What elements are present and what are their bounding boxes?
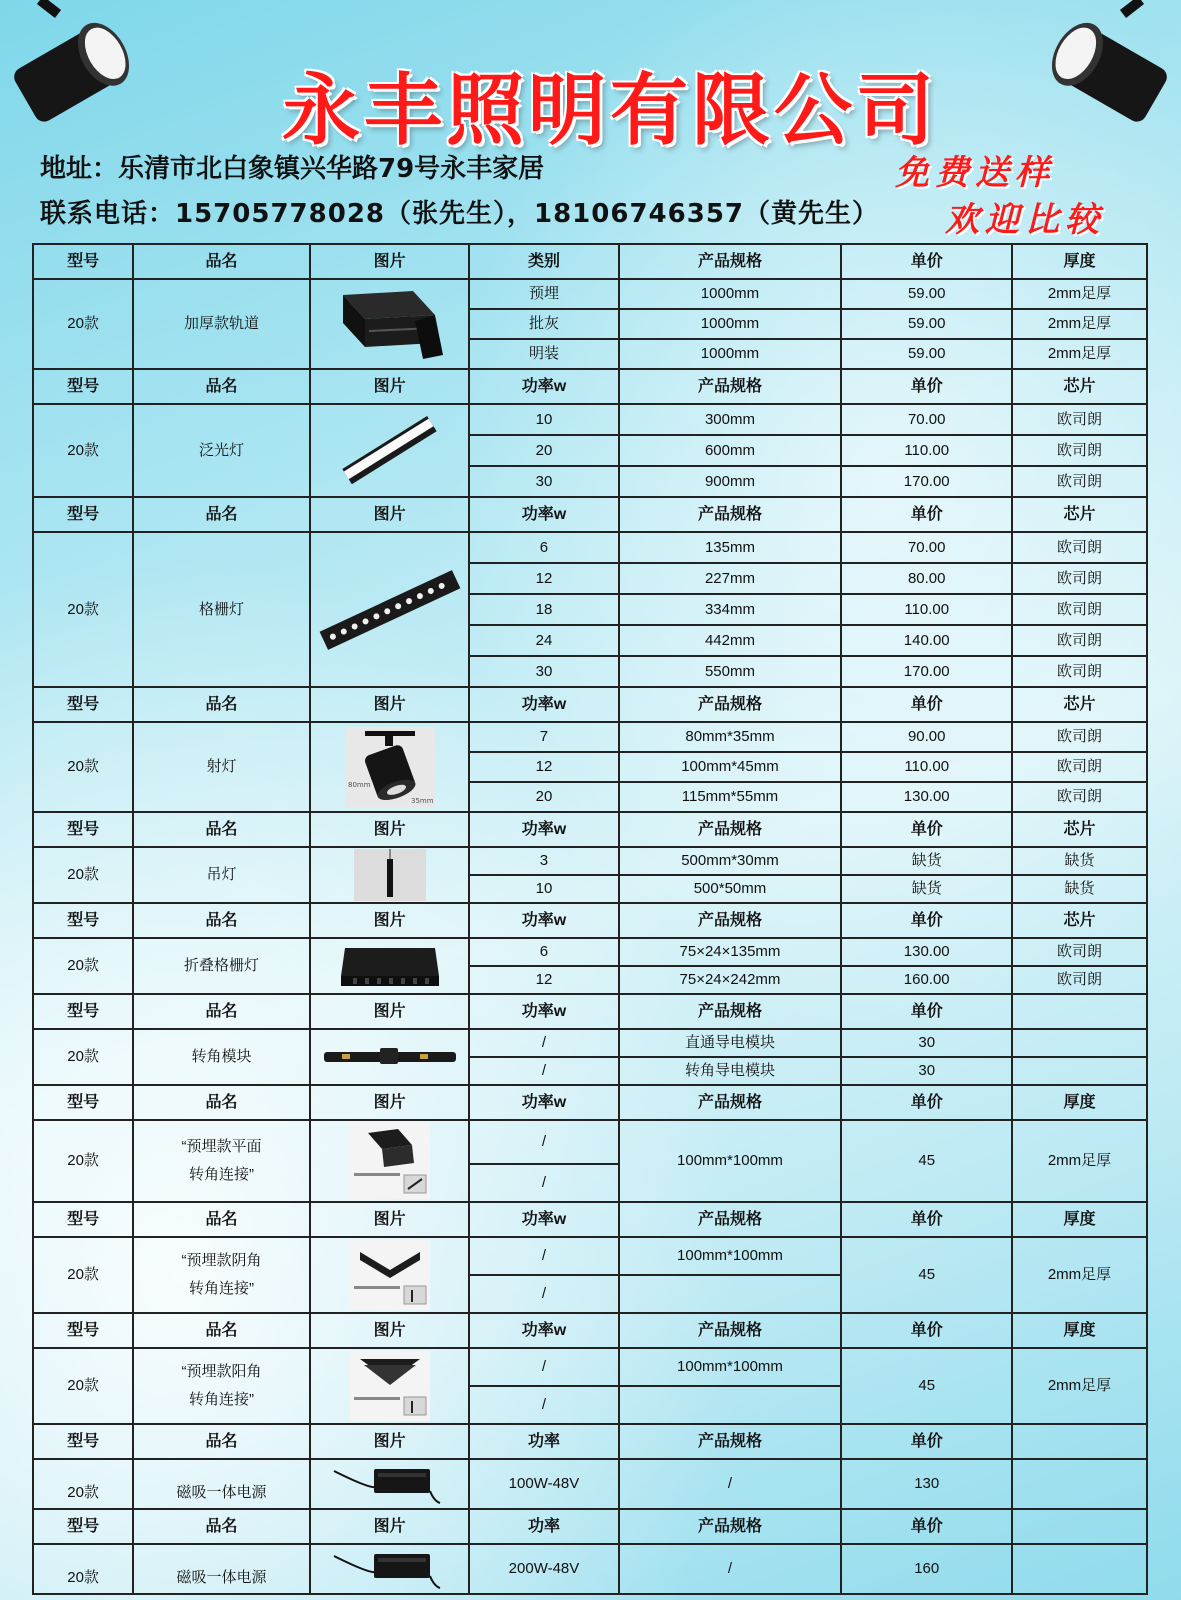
product-image-cell <box>310 1459 469 1509</box>
table-row <box>33 1237 1147 1275</box>
price-cell: 59.00 <box>841 279 1012 309</box>
power-cell: 30 <box>469 466 618 497</box>
header-cell: 产品规格 <box>619 903 842 938</box>
product-name-cell: 射灯 <box>133 722 310 812</box>
spec-cell-empty <box>619 1386 842 1424</box>
product-image-cell <box>310 1120 469 1202</box>
header-cell: 功率 <box>469 1424 618 1459</box>
price-cell: 45 <box>841 1348 1012 1424</box>
spec-cell: 75×24×135mm <box>619 938 842 966</box>
header-cell: 单价 <box>841 497 1012 532</box>
model-cell: 20款 <box>33 1459 133 1509</box>
chip-cell: 欧司朗 <box>1012 966 1147 994</box>
chip-cell: 欧司朗 <box>1012 656 1147 687</box>
power-cell: 24 <box>469 625 618 656</box>
chip-cell: 欧司朗 <box>1012 722 1147 752</box>
header-cell: 品名 <box>133 369 310 404</box>
header-cell: 型号 <box>33 369 133 404</box>
spec-cell: 1000mm <box>619 339 842 369</box>
spotlight-icon <box>345 727 435 807</box>
section-header-row <box>33 994 1147 1029</box>
spec-cell: 直通导电模块 <box>619 1029 842 1057</box>
flat-corner-connector-icon <box>350 1123 430 1199</box>
spec-cell-empty <box>619 1275 842 1313</box>
product-image-cell <box>310 938 469 994</box>
price-cell: 59.00 <box>841 339 1012 369</box>
spec-cell: 900mm <box>619 466 842 497</box>
spec-cell: 500*50mm <box>619 875 842 903</box>
model-cell: 20款 <box>33 847 133 903</box>
price-table <box>32 243 1148 1595</box>
header-cell: 产品规格 <box>619 369 842 404</box>
price-cell: 110.00 <box>841 594 1012 625</box>
header-cell: 图片 <box>310 687 469 722</box>
product-name-line: 转角连接” <box>189 1166 255 1183</box>
header-cell: 型号 <box>33 1424 133 1459</box>
category-cell: 明装 <box>469 339 618 369</box>
header-cell: 图片 <box>310 1313 469 1348</box>
section-header-row <box>33 497 1147 532</box>
header-cell: 品名 <box>133 244 310 279</box>
chip-cell: 欧司朗 <box>1012 435 1147 466</box>
section-header-row <box>33 1202 1147 1237</box>
header-cell: 单价 <box>841 1313 1012 1348</box>
header-cell: 功率w <box>469 369 618 404</box>
price-cell: 30 <box>841 1029 1012 1057</box>
product-image-cell <box>310 847 469 903</box>
header-cell: 产品规格 <box>619 687 842 722</box>
table-row <box>33 1459 1147 1509</box>
header-cell: 单价 <box>841 244 1012 279</box>
grille-light-icon <box>315 555 465 665</box>
product-name-cell <box>133 1348 310 1424</box>
price-cell: 130.00 <box>841 938 1012 966</box>
spec-cell: 135mm <box>619 532 842 563</box>
header-cell: 图片 <box>310 369 469 404</box>
chip-cell: 欧司朗 <box>1012 404 1147 435</box>
power-cell: / <box>469 1275 618 1313</box>
header-cell: 厚度 <box>1012 1313 1147 1348</box>
product-name-line: 转角连接” <box>189 1391 255 1408</box>
product-name-cell: 折叠格栅灯 <box>133 938 310 994</box>
product-name-cell <box>133 1120 310 1202</box>
model-cell: 20款 <box>33 1029 133 1085</box>
table-row <box>33 279 1147 309</box>
power-cell: / <box>469 1029 618 1057</box>
product-image-cell <box>310 1029 469 1085</box>
header-cell: 单价 <box>841 687 1012 722</box>
table-row <box>33 847 1147 875</box>
spec-cell: 100mm*100mm <box>619 1237 842 1275</box>
header-cell: 品名 <box>133 1085 310 1120</box>
spec-cell: 227mm <box>619 563 842 594</box>
header-cell: 品名 <box>133 1313 310 1348</box>
power-cell: 18 <box>469 594 618 625</box>
folding-grille-light-icon <box>335 940 445 992</box>
header-cell: 芯片 <box>1012 497 1147 532</box>
product-name-line: “预埋款阴角 <box>181 1252 262 1269</box>
section-header-row <box>33 369 1147 404</box>
header-cell: 芯片 <box>1012 369 1147 404</box>
product-name-line: 转角连接” <box>189 1280 255 1297</box>
model-cell: 20款 <box>33 1544 133 1594</box>
power-cell: / <box>469 1386 618 1424</box>
header-cell: 功率w <box>469 994 618 1029</box>
power-cell: 7 <box>469 722 618 752</box>
header-cell: 单价 <box>841 1085 1012 1120</box>
table-row <box>33 532 1147 563</box>
table-row <box>33 404 1147 435</box>
product-name-cell <box>133 1237 310 1313</box>
product-image-cell <box>310 279 469 369</box>
price-cell: 170.00 <box>841 466 1012 497</box>
chip-cell: 缺货 <box>1012 847 1147 875</box>
product-name-line: “预埋款阳角 <box>181 1363 262 1380</box>
header-cell: 功率w <box>469 812 618 847</box>
table-row <box>33 722 1147 752</box>
header-cell: 单价 <box>841 1509 1012 1544</box>
thickness-cell: 2mm足厚 <box>1012 1120 1147 1202</box>
image-label: 80mm <box>347 781 371 789</box>
chip-cell: 欧司朗 <box>1012 752 1147 782</box>
header-cell: 图片 <box>310 497 469 532</box>
spec-cell: 500mm*30mm <box>619 847 842 875</box>
product-name-cell: 加厚款轨道 <box>133 279 310 369</box>
power-cell: 12 <box>469 752 618 782</box>
section-header-row <box>33 812 1147 847</box>
header-cell: 产品规格 <box>619 1085 842 1120</box>
header-cell: 品名 <box>133 687 310 722</box>
empty-cell <box>1012 1459 1147 1509</box>
header-cell: 品名 <box>133 497 310 532</box>
header-cell: 型号 <box>33 812 133 847</box>
header-cell: 功率w <box>469 903 618 938</box>
header-cell: 品名 <box>133 1424 310 1459</box>
phone-text: 联系电话：15705778028（张先生），18106746357（黄先生） <box>40 199 879 229</box>
header-cell: 产品规格 <box>619 1509 842 1544</box>
thickness-cell: 2mm足厚 <box>1012 1237 1147 1313</box>
price-cell: 70.00 <box>841 404 1012 435</box>
price-cell: 170.00 <box>841 656 1012 687</box>
header-cell <box>1012 994 1147 1029</box>
power-cell: 30 <box>469 656 618 687</box>
header-cell: 品名 <box>133 1202 310 1237</box>
price-cell: 缺货 <box>841 847 1012 875</box>
spec-cell: 转角导电模块 <box>619 1057 842 1085</box>
header-cell: 厚度 <box>1012 244 1147 279</box>
header-cell: 图片 <box>310 1509 469 1544</box>
section-header-row <box>33 687 1147 722</box>
product-image-cell <box>310 1237 469 1313</box>
power-cell: 3 <box>469 847 618 875</box>
header-cell: 功率w <box>469 687 618 722</box>
product-image-cell <box>310 1348 469 1424</box>
track-rail-icon <box>335 285 445 363</box>
product-name-line: “预埋款平面 <box>181 1138 262 1155</box>
section-header-row <box>33 1424 1147 1459</box>
section-header-row <box>33 903 1147 938</box>
slogan-welcome-compare: 欢迎比较 <box>945 200 1105 240</box>
price-cell: 80.00 <box>841 563 1012 594</box>
model-cell: 20款 <box>33 1120 133 1202</box>
product-image-cell <box>310 532 469 687</box>
empty-cell <box>1012 1029 1147 1057</box>
header-cell: 产品规格 <box>619 1313 842 1348</box>
power-cell: / <box>469 1237 618 1275</box>
header-cell: 型号 <box>33 903 133 938</box>
spec-cell: 600mm <box>619 435 842 466</box>
spec-cell: 550mm <box>619 656 842 687</box>
power-cell: / <box>469 1164 618 1202</box>
power-supply-icon <box>330 1546 450 1592</box>
chip-cell: 欧司朗 <box>1012 782 1147 812</box>
price-cell: 59.00 <box>841 309 1012 339</box>
header-cell: 功率w <box>469 1202 618 1237</box>
price-cell: 130 <box>841 1459 1012 1509</box>
corner-module-icon <box>320 1042 460 1072</box>
chip-cell: 欧司朗 <box>1012 532 1147 563</box>
chip-cell: 欧司朗 <box>1012 563 1147 594</box>
product-image-cell <box>310 404 469 497</box>
header-cell: 型号 <box>33 497 133 532</box>
section-header-row <box>33 1509 1147 1544</box>
image-label: 35mm <box>410 797 434 805</box>
spec-cell: / <box>619 1459 842 1509</box>
header-cell: 芯片 <box>1012 687 1147 722</box>
header-cell: 型号 <box>33 994 133 1029</box>
address-text: 地址：乐清市北白象镇兴华路79号永丰家居 <box>40 154 545 184</box>
product-name-cell: 吊灯 <box>133 847 310 903</box>
power-cell: / <box>469 1348 618 1386</box>
header-cell: 型号 <box>33 1509 133 1544</box>
header-cell: 产品规格 <box>619 1424 842 1459</box>
table-row <box>33 1120 1147 1164</box>
product-name-cell: 泛光灯 <box>133 404 310 497</box>
header-cell: 图片 <box>310 1424 469 1459</box>
product-name-cell: 转角模块 <box>133 1029 310 1085</box>
power-cell: / <box>469 1057 618 1085</box>
section-header-row <box>33 1085 1147 1120</box>
pendant-light-icon <box>354 849 426 901</box>
header-cell: 产品规格 <box>619 812 842 847</box>
spec-cell: 75×24×242mm <box>619 966 842 994</box>
header-cell: 功率w <box>469 1313 618 1348</box>
power-cell: / <box>469 1120 618 1164</box>
empty-cell <box>1012 1057 1147 1085</box>
header-cell <box>1012 1509 1147 1544</box>
header-cell: 品名 <box>133 1509 310 1544</box>
power-cell: 12 <box>469 563 618 594</box>
model-cell: 20款 <box>33 1237 133 1313</box>
header-cell: 功率 <box>469 1509 618 1544</box>
header-cell: 芯片 <box>1012 903 1147 938</box>
model-cell: 20款 <box>33 532 133 687</box>
header-cell: 型号 <box>33 1085 133 1120</box>
header-cell: 功率w <box>469 1085 618 1120</box>
price-cell: 45 <box>841 1237 1012 1313</box>
power-supply-icon <box>330 1461 450 1507</box>
header-cell <box>1012 1424 1147 1459</box>
power-cell: 6 <box>469 532 618 563</box>
price-cell: 110.00 <box>841 752 1012 782</box>
price-cell: 160.00 <box>841 966 1012 994</box>
header-cell: 图片 <box>310 994 469 1029</box>
model-cell: 20款 <box>33 938 133 994</box>
slogan-free-sample: 免费送样 <box>895 153 1055 193</box>
company-name: 永丰照明有限公司 <box>281 65 938 156</box>
header-cell: 型号 <box>33 1202 133 1237</box>
table-row <box>33 1029 1147 1057</box>
thickness-cell: 2mm足厚 <box>1012 309 1147 339</box>
chip-cell: 缺货 <box>1012 875 1147 903</box>
stage-spotlight-icon <box>0 0 150 130</box>
power-cell: 6 <box>469 938 618 966</box>
product-image-cell <box>310 1544 469 1594</box>
spec-cell: / <box>619 1544 842 1594</box>
header-cell: 图片 <box>310 1085 469 1120</box>
product-name-cell: 格栅灯 <box>133 532 310 687</box>
price-cell: 30 <box>841 1057 1012 1085</box>
spec-cell: 100mm*100mm <box>619 1120 842 1202</box>
header-cell: 芯片 <box>1012 812 1147 847</box>
thickness-cell: 2mm足厚 <box>1012 1348 1147 1424</box>
header-cell: 图片 <box>310 903 469 938</box>
spec-cell: 1000mm <box>619 279 842 309</box>
header-cell: 产品规格 <box>619 994 842 1029</box>
section-header-row <box>33 244 1147 279</box>
header-cell: 图片 <box>310 1202 469 1237</box>
header-cell: 产品规格 <box>619 1202 842 1237</box>
product-name-cell: 磁吸一体电源 <box>133 1544 310 1594</box>
chip-cell: 欧司朗 <box>1012 466 1147 497</box>
price-cell: 45 <box>841 1120 1012 1202</box>
model-cell: 20款 <box>33 279 133 369</box>
chip-cell: 欧司朗 <box>1012 594 1147 625</box>
table-row <box>33 1544 1147 1594</box>
model-cell: 20款 <box>33 1348 133 1424</box>
chip-cell: 欧司朗 <box>1012 938 1147 966</box>
category-cell: 批灰 <box>469 309 618 339</box>
stage-spotlight-icon <box>1031 0 1181 130</box>
price-cell: 90.00 <box>841 722 1012 752</box>
spec-cell: 334mm <box>619 594 842 625</box>
spec-cell: 300mm <box>619 404 842 435</box>
spec-cell: 100mm*100mm <box>619 1348 842 1386</box>
power-cell: 12 <box>469 966 618 994</box>
empty-cell <box>1012 1544 1147 1594</box>
power-cell: 20 <box>469 435 618 466</box>
price-cell: 160 <box>841 1544 1012 1594</box>
header-cell: 品名 <box>133 812 310 847</box>
table-row <box>33 938 1147 966</box>
header-cell: 单价 <box>841 994 1012 1029</box>
header-cell: 单价 <box>841 903 1012 938</box>
header-cell: 单价 <box>841 812 1012 847</box>
section-header-row <box>33 1313 1147 1348</box>
spec-cell: 100mm*45mm <box>619 752 842 782</box>
header-cell: 产品规格 <box>619 497 842 532</box>
table-row <box>33 1348 1147 1386</box>
thickness-cell: 2mm足厚 <box>1012 279 1147 309</box>
header-cell: 品名 <box>133 903 310 938</box>
header-cell: 类别 <box>469 244 618 279</box>
power-cell: 20 <box>469 782 618 812</box>
header-cell: 单价 <box>841 1424 1012 1459</box>
power-cell: 10 <box>469 875 618 903</box>
header-cell: 功率w <box>469 497 618 532</box>
model-cell: 20款 <box>33 722 133 812</box>
price-cell: 缺货 <box>841 875 1012 903</box>
header-cell: 型号 <box>33 1313 133 1348</box>
category-cell: 预埋 <box>469 279 618 309</box>
header-cell: 单价 <box>841 369 1012 404</box>
flood-light-icon <box>335 411 445 491</box>
header-cell: 图片 <box>310 812 469 847</box>
product-image-cell <box>310 722 469 812</box>
price-cell: 70.00 <box>841 532 1012 563</box>
outer-corner-connector-icon <box>350 1351 430 1421</box>
power-cell: 100W-48V <box>469 1459 618 1509</box>
spec-cell: 442mm <box>619 625 842 656</box>
spec-cell: 80mm*35mm <box>619 722 842 752</box>
header-cell: 厚度 <box>1012 1202 1147 1237</box>
inner-corner-connector-icon <box>350 1240 430 1310</box>
header-cell: 产品规格 <box>619 244 842 279</box>
power-cell: 200W-48V <box>469 1544 618 1594</box>
header-cell: 厚度 <box>1012 1085 1147 1120</box>
price-cell: 130.00 <box>841 782 1012 812</box>
spec-cell: 115mm*55mm <box>619 782 842 812</box>
power-cell: 10 <box>469 404 618 435</box>
header-cell: 型号 <box>33 244 133 279</box>
thickness-cell: 2mm足厚 <box>1012 339 1147 369</box>
price-cell: 110.00 <box>841 435 1012 466</box>
header-cell: 品名 <box>133 994 310 1029</box>
spec-cell: 1000mm <box>619 309 842 339</box>
header-cell: 单价 <box>841 1202 1012 1237</box>
header-cell: 型号 <box>33 687 133 722</box>
price-cell: 140.00 <box>841 625 1012 656</box>
product-name-cell: 磁吸一体电源 <box>133 1459 310 1509</box>
header-cell: 图片 <box>310 244 469 279</box>
model-cell: 20款 <box>33 404 133 497</box>
chip-cell: 欧司朗 <box>1012 625 1147 656</box>
